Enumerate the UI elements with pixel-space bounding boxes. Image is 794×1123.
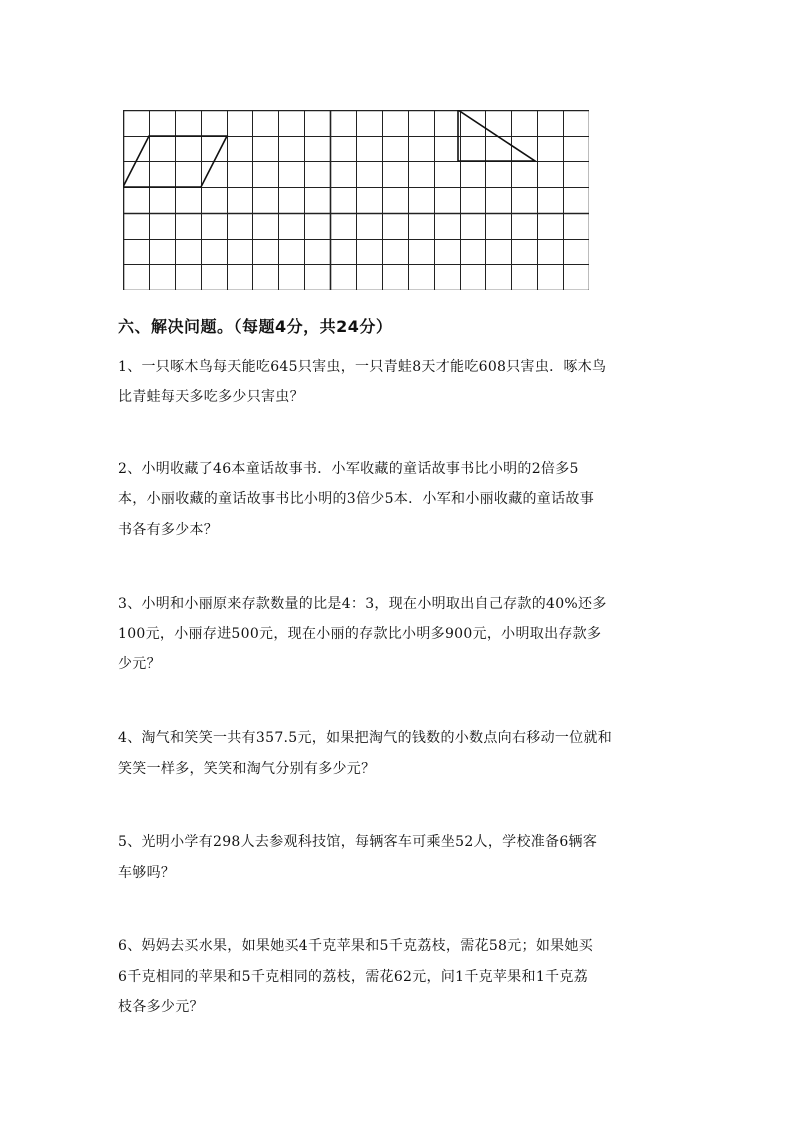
problem-6-line-3: 枝各多少元？: [118, 999, 204, 1015]
problem-4-line-2: 笑笑一样多，笑笑和淘气分别有多少元？: [118, 761, 376, 777]
problem-3-line-2: 100元，小丽存进500元，现在小丽的存款比小明多900元，小明取出存款多: [118, 626, 602, 642]
problem-2-line-1: 2、小明收藏了46本童话故事书．小军收藏的童话故事书比小明的2倍多5: [118, 461, 579, 477]
problem-1-line-1: 1、一只啄木鸟每天能吃645只害虫，一只青蛙8天才能吃608只害虫．啄木鸟: [118, 359, 607, 375]
section-heading: 六、解决问题。（每题4分，共24分）: [118, 317, 393, 336]
problem-6-line-1: 6、妈妈去买水果，如果她买4千克苹果和5千克荔枝，需花58元；如果她买: [118, 938, 594, 954]
problem-2-line-2: 本，小丽收藏的童话故事书比小明的3倍少5本．小军和小丽收藏的童话故事: [118, 491, 595, 507]
problem-5-line-1: 5、光明小学有298人去参观科技馆，每辆客车可乘坐52人，学校准备6辆客: [118, 834, 598, 850]
problem-3-line-1: 3、小明和小丽原来存款数量的比是4：3，现在小明取出自己存款的40%还多: [118, 596, 607, 612]
problem-2-line-3: 书各有多少本？: [118, 522, 219, 538]
problem-1-line-2: 比青蛙每天多吃多少只害虫？: [118, 389, 304, 405]
right-triangle-shape: [458, 110, 535, 161]
problem-5-line-2: 车够吗？: [118, 865, 176, 881]
grid-lines: [123, 110, 589, 290]
problem-3-line-3: 少元？: [118, 656, 161, 672]
problem-4-line-1: 4、淘气和笑笑一共有357.5元，如果把淘气的钱数的小数点向右移动一位就和: [118, 730, 613, 746]
drawing-grid: [123, 110, 589, 290]
problem-6-line-2: 6千克相同的苹果和5千克相同的荔枝，需花62元，问1千克苹果和1千克荔: [118, 969, 588, 985]
